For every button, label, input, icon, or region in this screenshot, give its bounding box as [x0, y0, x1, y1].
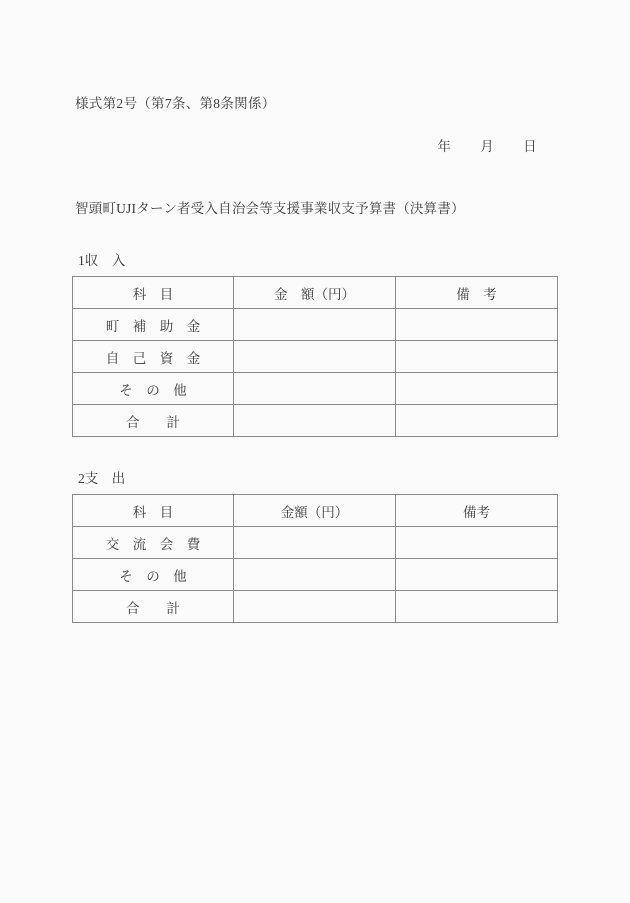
expense-row-amount[interactable]: [234, 591, 396, 623]
income-row-item: そ の 他: [73, 373, 234, 405]
expense-row-amount[interactable]: [234, 527, 396, 559]
income-row-amount[interactable]: [234, 405, 396, 437]
table-header-row: [73, 495, 558, 527]
income-row-note[interactable]: [396, 405, 558, 437]
table-row: [73, 309, 558, 341]
expense-row-note[interactable]: [396, 591, 558, 623]
expense-table: [72, 494, 558, 623]
income-row-item: 町 補 助 金: [73, 309, 234, 341]
date-line: [75, 135, 558, 155]
table-row: [73, 373, 558, 405]
expense-row-note[interactable]: [396, 559, 558, 591]
expense-header-item: 科 目: [73, 495, 234, 527]
table-row: [73, 405, 558, 437]
table-row: [73, 559, 558, 591]
expense-header-amount: 金額（円）: [234, 495, 396, 527]
date-year-label: 年: [437, 139, 451, 154]
income-row-note[interactable]: [396, 309, 558, 341]
expense-row-note[interactable]: [396, 527, 558, 559]
income-header-note: 備 考: [396, 277, 558, 309]
table-row: [73, 527, 558, 559]
income-row-note[interactable]: [396, 373, 558, 405]
table-row: [73, 341, 558, 373]
expense-header-note: 備考: [396, 495, 558, 527]
income-row-amount[interactable]: [234, 309, 396, 341]
date-month-label: 月: [480, 139, 494, 154]
expense-row-item: 交 流 会 費: [73, 527, 234, 559]
income-row-note[interactable]: [396, 341, 558, 373]
expense-row-item: 合 計: [73, 591, 234, 623]
page-title: 智頭町UJIターン者受入自治会等支援事業収支予算書（決算書）: [75, 201, 465, 216]
date-day-label: 日: [523, 139, 537, 154]
form-number: 様式第2号（第7条、第8条関係）: [75, 96, 276, 111]
income-row-amount[interactable]: [234, 373, 396, 405]
expense-section-label: 2支 出: [78, 471, 126, 486]
expense-row-amount[interactable]: [234, 559, 396, 591]
expense-section: [0, 467, 630, 623]
table-header-row: [73, 277, 558, 309]
income-table: [72, 276, 558, 437]
income-header-item: 科 目: [73, 277, 234, 309]
income-header-amount: 金 額（円）: [234, 277, 396, 309]
income-row-item: 自 己 資 金: [73, 341, 234, 373]
income-section: [0, 249, 630, 437]
table-row: [73, 591, 558, 623]
income-section-label: 1収 入: [78, 253, 126, 268]
income-row-item: 合 計: [73, 405, 234, 437]
income-row-amount[interactable]: [234, 341, 396, 373]
expense-row-item: そ の 他: [73, 559, 234, 591]
